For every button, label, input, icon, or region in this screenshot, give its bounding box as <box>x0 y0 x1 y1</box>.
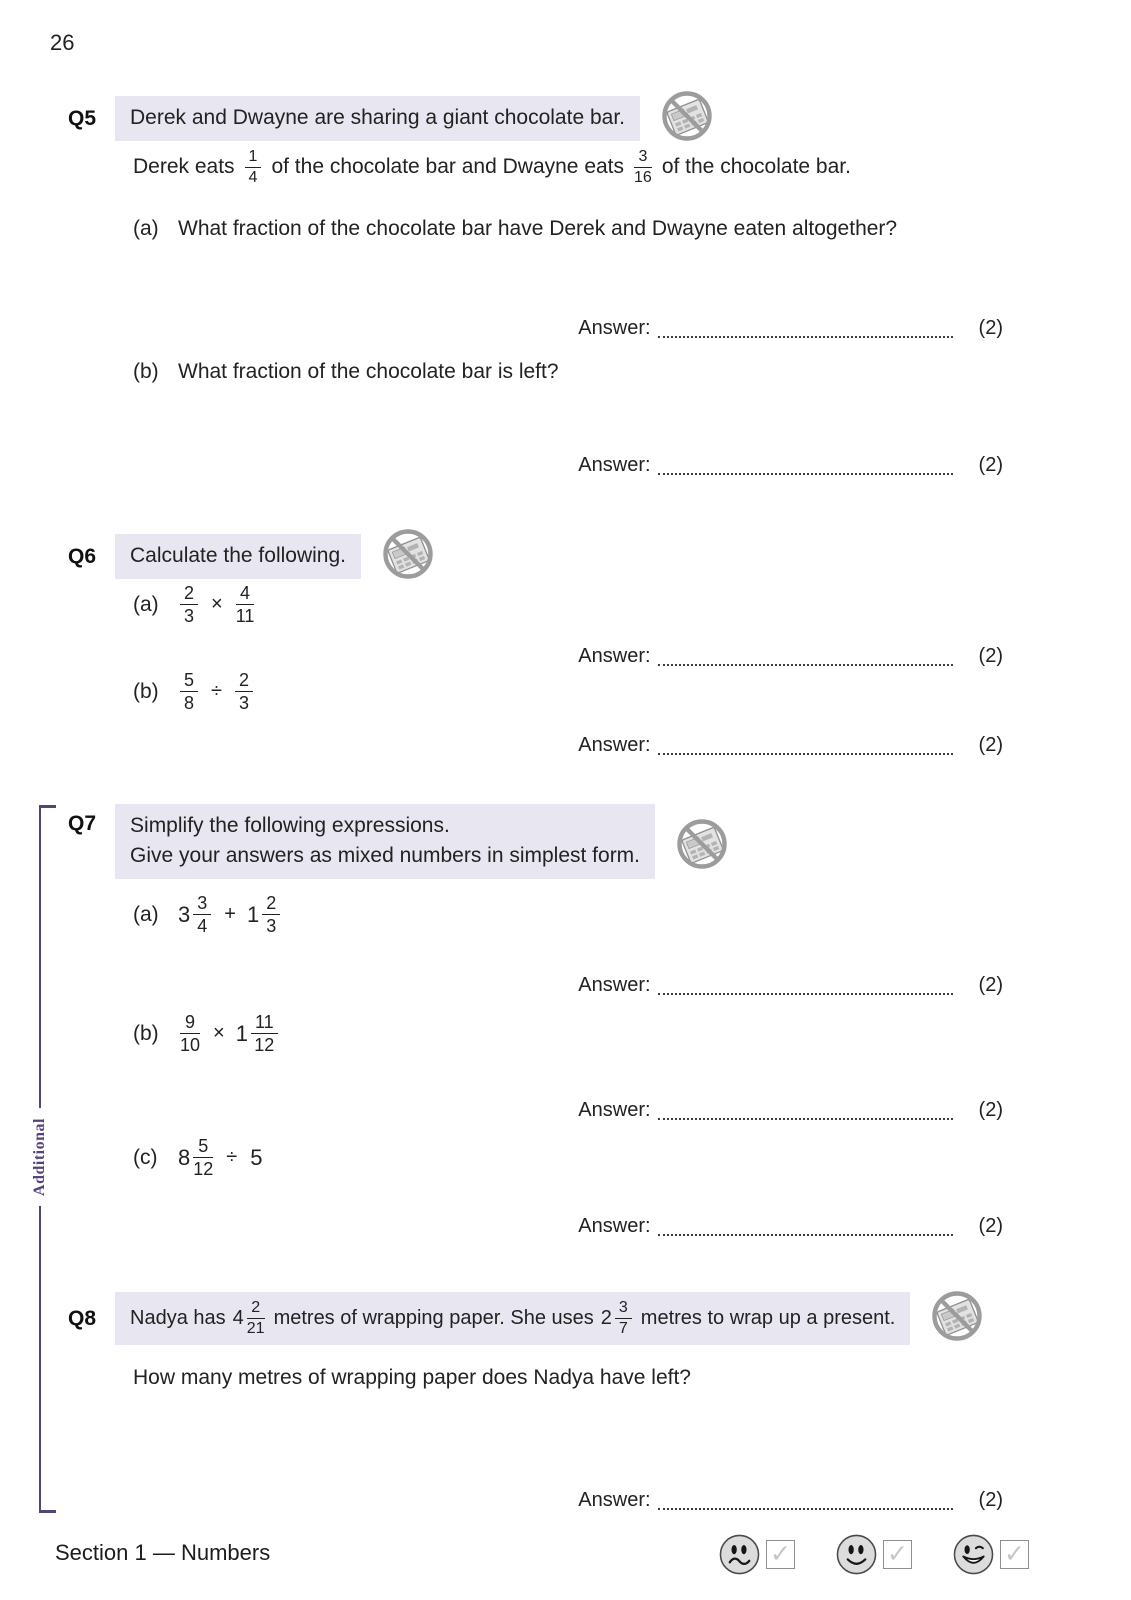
q7-part-b-expression <box>133 1012 280 1055</box>
no-calculator-icon <box>380 528 436 585</box>
mixed-number: 1 $\frac{11}{12}$ <box>236 1012 280 1055</box>
part-label: (b) <box>133 679 159 703</box>
fraction: $\frac{9}{10}$ <box>180 1012 201 1056</box>
rating-checkbox[interactable]: ✓ <box>1000 1540 1029 1569</box>
part-label: (a) <box>133 592 159 616</box>
multiply-operator: × <box>211 593 223 616</box>
whole-number: 5 <box>250 1144 263 1170</box>
part-label: (a) <box>133 902 159 926</box>
answer-row <box>578 455 1003 475</box>
part-label: (c) <box>133 1145 158 1169</box>
answer-row <box>578 1490 1003 1510</box>
marks-badge: (2) <box>978 317 1003 339</box>
divide-operator: ÷ <box>211 680 222 703</box>
q5-intro-text: of the chocolate bar. <box>661 155 851 179</box>
mixed-number: 2 $\frac{3}{7}$ <box>601 1299 634 1338</box>
question-label-q8: Q8 <box>68 1306 97 1330</box>
answer-label: Answer: <box>578 317 651 339</box>
rating-checkbox[interactable]: ✓ <box>883 1540 912 1569</box>
q5-intro-text: of the chocolate bar and Dwayne eats <box>271 155 625 179</box>
fraction: $\frac{1}{4}$ <box>245 148 262 187</box>
question-label-q5: Q5 <box>68 106 97 130</box>
q6-header <box>68 528 436 585</box>
answer-blank-line[interactable] <box>658 735 953 755</box>
multiply-operator: × <box>213 1022 225 1045</box>
answer-label: Answer: <box>578 1215 651 1237</box>
q5-intro-text: Derek eats <box>133 155 235 179</box>
marks-badge: (2) <box>978 1099 1003 1121</box>
q8-prompt <box>115 1292 910 1345</box>
q8-header <box>68 1290 985 1347</box>
answer-label: Answer: <box>578 1489 651 1511</box>
happy-wink-face-icon <box>953 1534 994 1575</box>
mixed-number: 4 $\frac{2}{21}$ <box>232 1299 265 1337</box>
no-calculator-icon <box>674 818 730 875</box>
q7-prompt <box>115 804 655 879</box>
part-text: What fraction of the chocolate bar is left? <box>178 360 559 383</box>
q8-prompt-text: metres to wrap up a present. <box>640 1307 896 1329</box>
part-label: (b) <box>133 360 159 383</box>
answer-row <box>578 735 1003 755</box>
marks-badge: (2) <box>978 645 1003 667</box>
q5-prompt: Derek and Dwayne are sharing a giant chocolate bar. <box>115 96 640 140</box>
q6-part-a-expression <box>133 583 256 626</box>
q5-intro <box>133 148 851 187</box>
fraction: $\frac{5}{8}$ <box>180 670 198 713</box>
fraction: $\frac{4}{11}$ <box>235 583 255 627</box>
q5-part-a <box>133 217 897 241</box>
q7-part-c-expression <box>133 1136 263 1179</box>
fraction: $\frac{2}{3}$ <box>180 583 198 626</box>
additional-section-label: Additional <box>31 1108 49 1206</box>
plus-operator: + <box>224 903 236 926</box>
marks-badge: (2) <box>978 734 1003 756</box>
part-text: What fraction of the chocolate bar have Derek and Dwayne eaten altogether? <box>178 217 898 240</box>
q6-prompt: Calculate the following. <box>115 534 361 578</box>
answer-row <box>578 646 1003 666</box>
question-label-q7: Q7 <box>68 812 97 835</box>
fraction: $\frac{2}{3}$ <box>235 670 253 713</box>
answer-blank-line[interactable] <box>658 1216 953 1236</box>
part-label: (a) <box>133 217 159 240</box>
smile-face-icon <box>836 1534 877 1575</box>
q8-question: How many metres of wrapping paper does Nadya have left? <box>133 1366 691 1389</box>
marks-badge: (2) <box>978 1489 1003 1511</box>
q8-prompt-text: metres of wrapping paper. She uses <box>273 1307 594 1329</box>
q7-prompt-line1: Simplify the following expressions. <box>130 814 450 837</box>
mixed-number: 1 $\frac{2}{3}$ <box>247 893 282 936</box>
page-number: 26 <box>50 30 75 55</box>
q5-part-b <box>133 360 559 384</box>
answer-blank-line[interactable] <box>658 646 953 666</box>
q7-part-a-expression <box>133 893 282 936</box>
no-calculator-icon <box>659 90 715 147</box>
divide-operator: ÷ <box>226 1146 238 1169</box>
marks-badge: (2) <box>978 1215 1003 1237</box>
part-label: (b) <box>133 1021 159 1045</box>
answer-label: Answer: <box>578 1099 651 1121</box>
rating-checkbox[interactable]: ✓ <box>766 1540 795 1569</box>
no-calculator-icon <box>929 1290 985 1347</box>
answer-blank-line[interactable] <box>658 1490 953 1510</box>
answer-label: Answer: <box>578 645 651 667</box>
answer-label: Answer: <box>578 734 651 756</box>
worried-face-icon <box>719 1534 760 1575</box>
answer-blank-line[interactable] <box>658 975 953 995</box>
q7-prompt-line2: Give your answers as mixed numbers in simplest form. <box>130 844 641 868</box>
mixed-number: 8 $\frac{5}{12}$ <box>178 1136 214 1180</box>
confidence-rating-row <box>719 1534 1029 1575</box>
answer-label: Answer: <box>578 974 651 996</box>
answer-blank-line[interactable] <box>658 318 953 338</box>
answer-blank-line[interactable] <box>658 455 953 475</box>
answer-row <box>578 1100 1003 1120</box>
answer-row <box>578 318 1003 338</box>
answer-label: Answer: <box>578 454 651 476</box>
section-footer: Section 1 — Numbers <box>55 1540 271 1565</box>
q7-header <box>68 804 730 879</box>
q5-header <box>68 90 715 147</box>
answer-row <box>578 975 1003 995</box>
q6-part-b-expression <box>133 670 255 713</box>
marks-badge: (2) <box>978 974 1003 996</box>
answer-row <box>578 1216 1003 1236</box>
marks-badge: (2) <box>978 454 1003 476</box>
q8-prompt-text: Nadya has <box>130 1307 226 1329</box>
mixed-number: 3 $\frac{3}{4}$ <box>178 893 213 936</box>
question-label-q6: Q6 <box>68 544 97 568</box>
answer-blank-line[interactable] <box>658 1100 953 1120</box>
fraction: $\frac{3}{16}$ <box>634 148 652 186</box>
